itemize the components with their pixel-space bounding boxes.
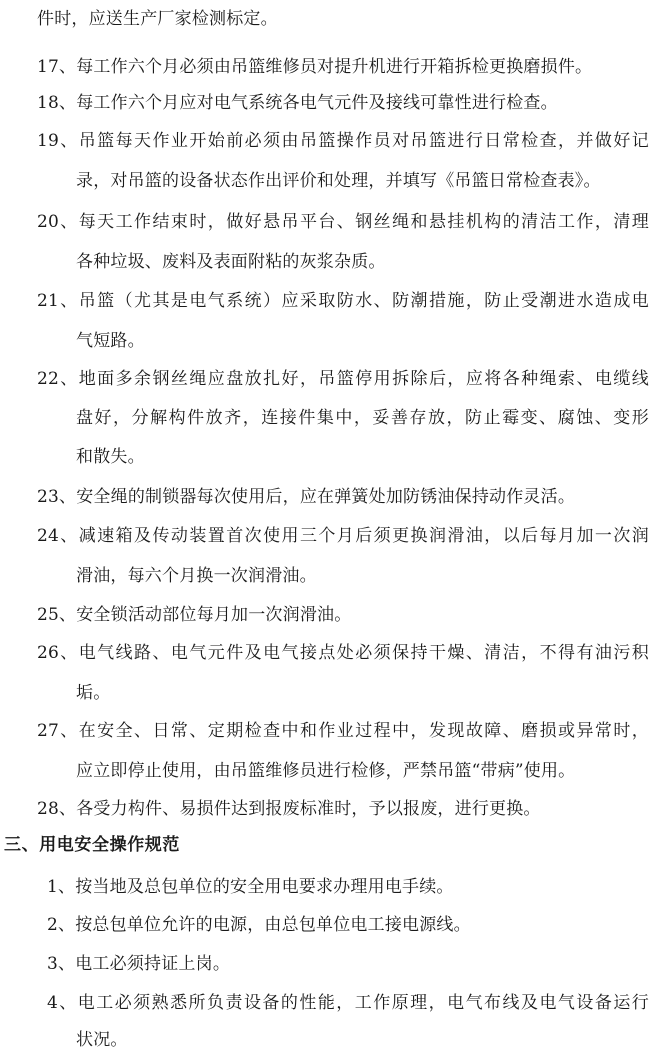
list-item-20-cont: 各种垃圾、废料及表面附粘的灰浆杂质。 [76, 252, 386, 272]
list-item-26-cont: 垢。 [76, 683, 111, 703]
list-item-21: 21、吊篮（尤其是电气系统）应采取防水、防潮措施，防止受潮进水造成电 [37, 291, 649, 311]
list-item-24-cont: 滑油，每六个月换一次润滑油。 [76, 566, 317, 586]
list-item-28: 28、各受力构件、易损件达到报废标准时，予以报废，进行更换。 [37, 799, 541, 819]
list-item-24: 24、减速箱及传动装置首次使用三个月后须更换润滑油，以后每月加一次润 [37, 526, 649, 546]
section-heading: 三、用电安全操作规范 [4, 835, 180, 855]
list-item-1: 1、按当地及总包单位的安全用电要求办理用电手续。 [47, 877, 454, 897]
list-item-23: 23、安全绳的制锁器每次使用后，应在弹簧处加防锈油保持动作灵活。 [37, 487, 576, 507]
list-item-26: 26、电气线路、电气元件及电气接点处必须保持干燥、清洁，不得有油污积 [37, 643, 649, 663]
list-item-17: 17、每工作六个月必须由吊篮维修员对提升机进行开箱拆检更换磨损件。 [37, 57, 593, 77]
list-item-21-cont: 气短路。 [76, 331, 145, 351]
list-item-27: 27、在安全、日常、定期检查中和作业过程中，发现故障、磨损或异常时， [37, 721, 649, 741]
list-item-2: 2、按总包单位允许的电源，由总包单位电工接电源线。 [47, 915, 471, 935]
list-item-25: 25、安全锁活动部位每月加一次润滑油。 [37, 605, 352, 625]
list-item-22-cont: 和散失。 [76, 447, 145, 467]
list-item-18: 18、每工作六个月应对电气系统各电气元件及接线可靠性进行检查。 [37, 93, 558, 113]
list-item-22: 22、地面多余钢丝绳应盘放扎好，吊篮停用拆除后，应将各种绳索、电缆线 [37, 369, 649, 389]
list-item-27-cont: 应立即停止使用，由吊篮维修员进行检修，严禁吊篮“带病”使用。 [76, 761, 576, 781]
list-item-19-cont: 录，对吊篮的设备状态作出评价和处理，并填写《吊篮日常检查表》。 [76, 171, 601, 191]
list-item-20: 20、每天工作结束时，做好悬吊平台、钢丝绳和悬挂机构的清洁工作，清理 [37, 212, 649, 232]
list-item-4: 4、电工必须熟悉所负责设备的性能，工作原理，电气布线及电气设备运行 [47, 993, 649, 1013]
list-item-19: 19、吊篮每天作业开始前必须由吊篮操作员对吊篮进行日常检查，并做好记 [37, 131, 649, 151]
list-item-4-cont: 状况。 [76, 1030, 128, 1050]
list-item-3: 3、电工必须持证上岗。 [47, 954, 231, 974]
list-item-22-cont: 盘好，分解构件放齐，连接件集中，妥善存放，防止霉变、腐蚀、变形 [76, 408, 649, 428]
text-line: 件时，应送生产厂家检测标定。 [37, 9, 278, 29]
